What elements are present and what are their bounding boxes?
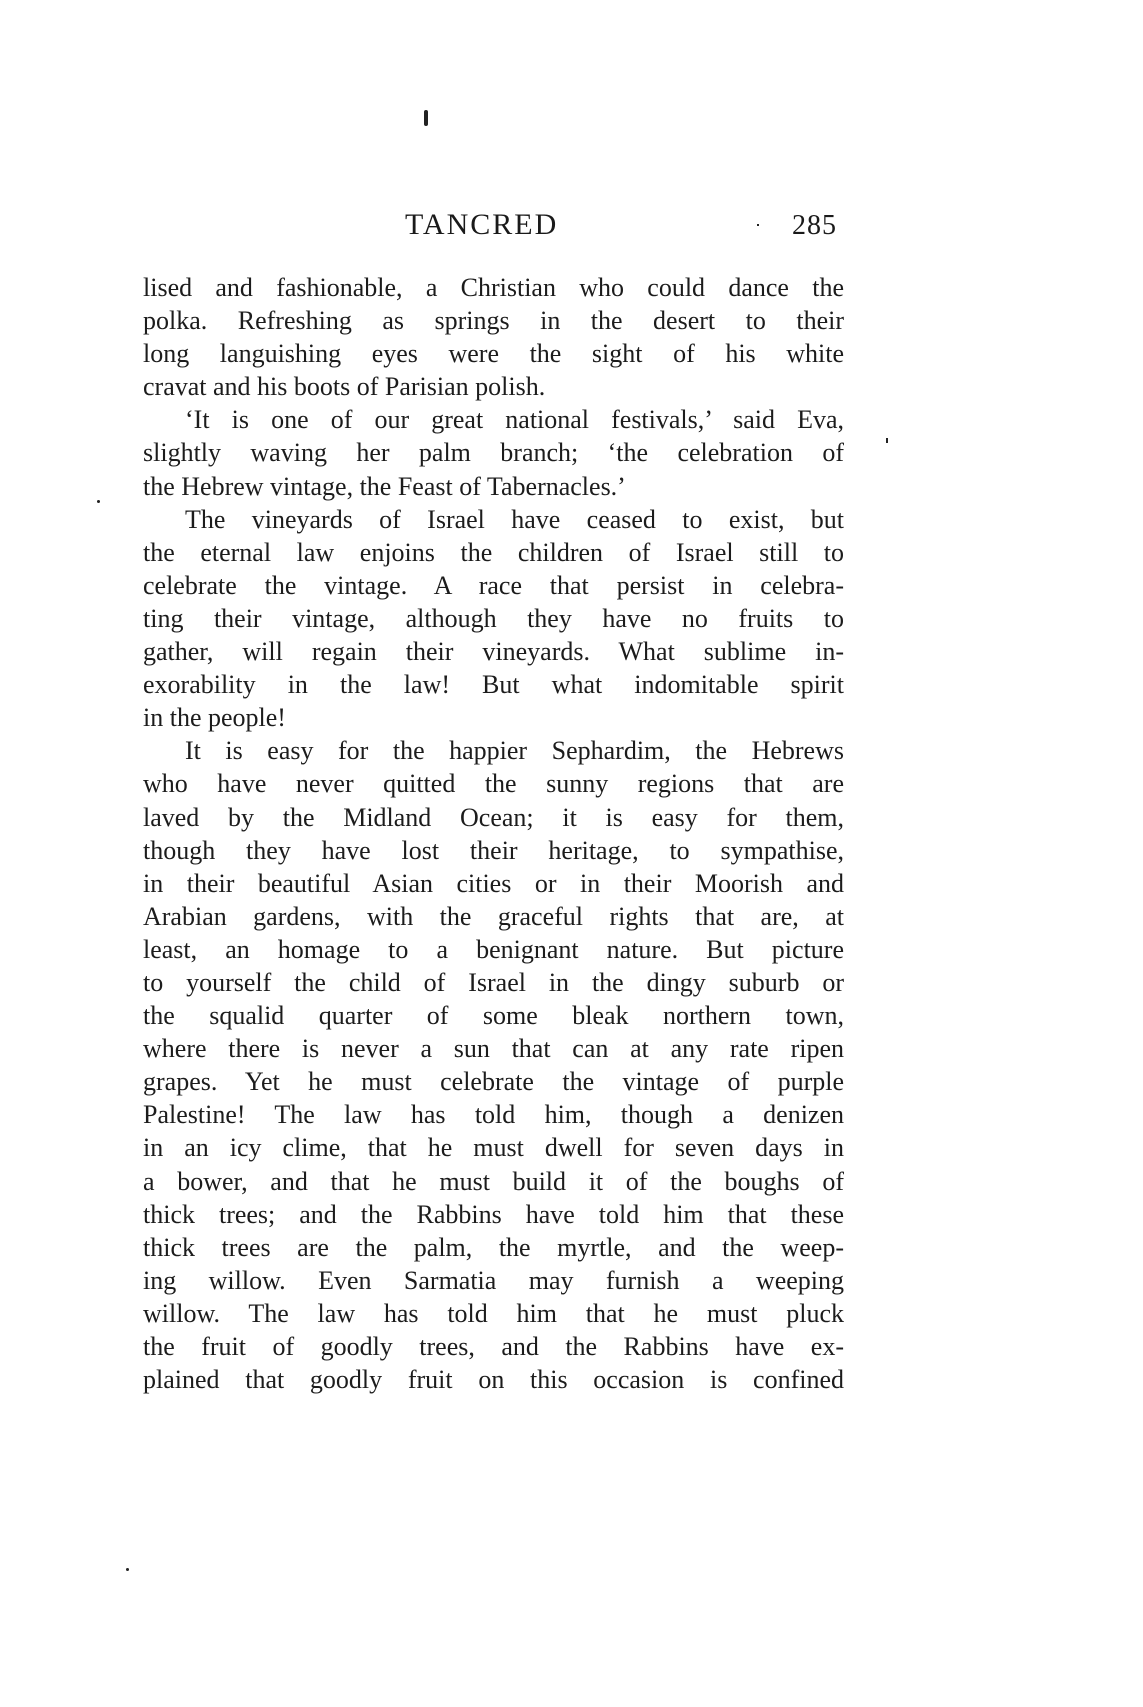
text-line: ing willow. Even Sarmatia may furnish a weeping (143, 1265, 844, 1295)
text-line: in an icy clime, that he must dwell for seven days in (143, 1133, 844, 1163)
text-line: the Hebrew vintage, the Feast of Tabernacles.’ (143, 471, 626, 501)
text-line: lised and fashionable, a Christian who could dance the (143, 273, 844, 302)
running-head (0, 208, 1143, 248)
text-line: Arabian gardens, with the graceful rights that are, at (143, 901, 844, 931)
text-line: plained that goodly fruit on this occasion is confined (143, 1365, 844, 1395)
text-line: willow. The law has told him that he must pluck (143, 1298, 844, 1328)
text-line: the squalid quarter of some bleak northern town, (143, 1001, 844, 1031)
text-line: thick trees; and the Rabbins have told him that these (143, 1199, 844, 1229)
text-line: who have never quitted the sunny regions that are (143, 769, 844, 799)
text-line: a bower, and that he must build it of the boughs of (143, 1166, 844, 1196)
text-line: Palestine! The law has told him, though a denizen (143, 1100, 844, 1130)
text-line: long languishing eyes were the sight of his white (143, 339, 844, 369)
text-line: laved by the Midland Ocean; it is easy for them, (143, 802, 844, 832)
text-line: gather, will regain their vineyards. What sublime in- (143, 637, 844, 667)
paragraph (143, 271, 844, 403)
ink-mark (424, 110, 428, 126)
page-number: 285 (792, 210, 837, 241)
text-line: least, an homage to a benignant nature. But picture (143, 934, 844, 964)
text-line: to yourself the child of Israel in the dingy suburb or (143, 967, 844, 997)
paragraph (143, 734, 844, 1396)
ink-speck (126, 1568, 129, 1571)
paragraph (143, 403, 844, 502)
text-line: slightly waving her palm branch; ‘the celebration of (143, 438, 844, 468)
text-line: though they have lost their heritage, to sympathise, (143, 835, 844, 865)
paragraph (143, 503, 844, 735)
ink-speck (886, 438, 888, 443)
text-line: where there is never a sun that can at any rate ripen (143, 1034, 844, 1064)
text-line: ‘It is one of our great national festivals,’ said Eva, (185, 405, 844, 435)
text-line: ting their vintage, although they have no fruits to (143, 603, 844, 633)
text-line: the eternal law enjoins the children of Israel still to (143, 537, 844, 567)
text-line: thick trees are the palm, the myrtle, and the weep- (143, 1232, 844, 1262)
text-line: The vineyards of Israel have ceased to exist, but (185, 504, 844, 534)
running-title: TANCRED (405, 208, 559, 241)
text-line: the fruit of goodly trees, and the Rabbins have ex- (143, 1332, 844, 1361)
body-text (143, 271, 844, 1396)
ink-speck (97, 500, 100, 503)
text-line: grapes. Yet he must celebrate the vintage of purple (143, 1067, 844, 1097)
text-line: celebrate the vintage. A race that persist in celebra- (143, 570, 844, 600)
text-line: exorability in the law! But what indomitable spirit (143, 670, 844, 700)
text-line: polka. Refreshing as springs in the desert to their (143, 306, 844, 336)
text-line: in their beautiful Asian cities or in their Moorish and (143, 868, 844, 898)
text-line: in the people! (143, 703, 286, 733)
text-line: It is easy for the happier Sephardim, the Hebrews (185, 736, 844, 766)
text-line: cravat and his boots of Parisian polish. (143, 372, 546, 402)
